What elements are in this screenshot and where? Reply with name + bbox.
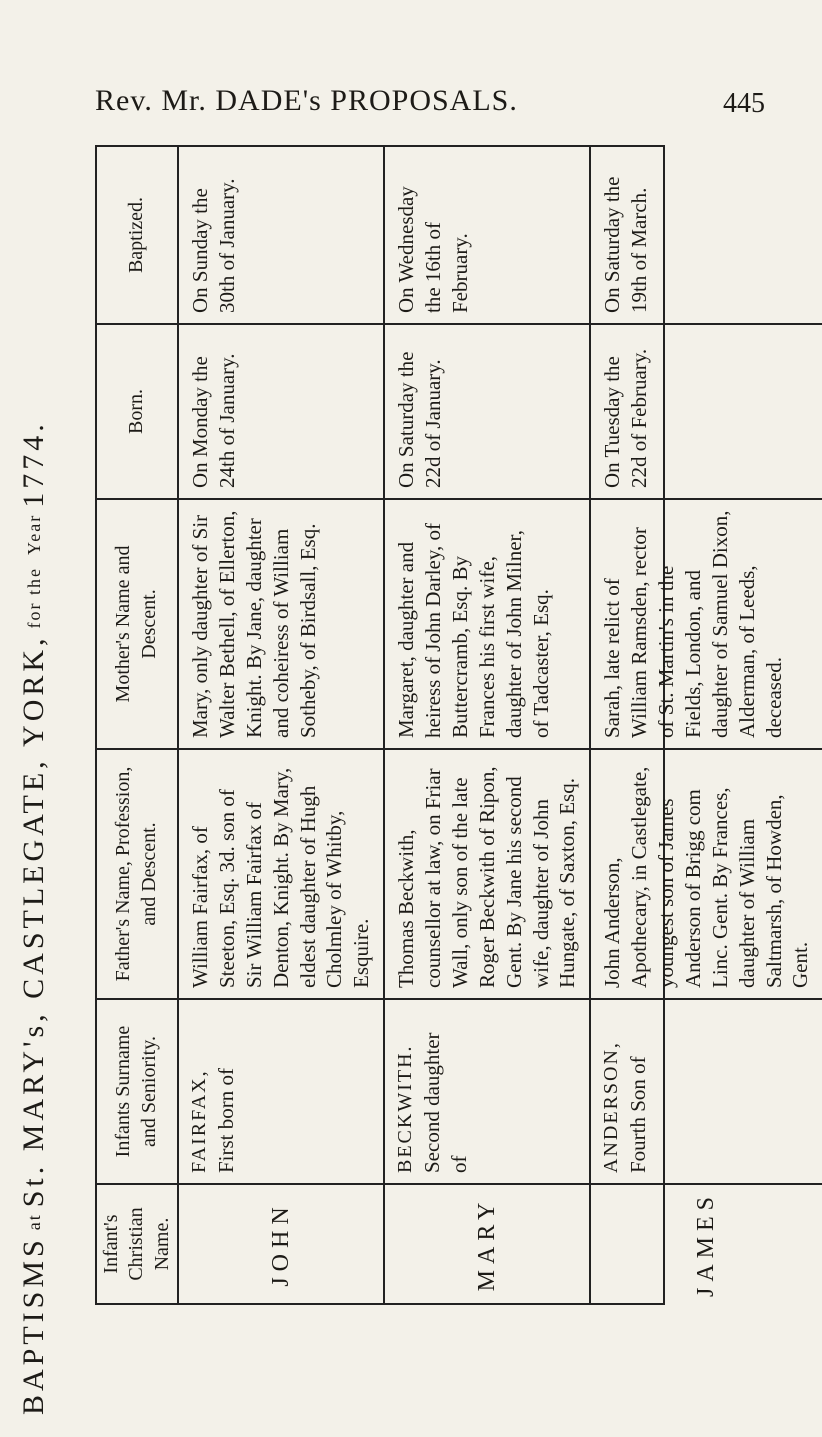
table-row — [591, 147, 822, 1303]
running-title: Rev. Mr. DADE's PROPOSALS. — [95, 84, 518, 117]
side-title-for-the: for the — [23, 566, 44, 629]
column-header: Mother's Name and Descent. — [97, 498, 177, 748]
mother-description: Sarah, late relict of William Ramsden, rector of St. Martin's in the Fields, London, and daughter of Samuel Dixon, Alderman, of Leeds, deceased. — [591, 498, 822, 748]
mother-description: Margaret, daughter and heiress of John Darley, of Buttercramb, Esq. By Frances his first wife, daughter of John Milner, of Tadcaster, Esq. — [385, 498, 589, 748]
column-header: Father's Name, Profession, and Descent. — [97, 748, 177, 998]
column-header: Infant's Christian Name. — [97, 1183, 177, 1303]
baptized-date: On Wednesday the 16th of February. — [394, 186, 472, 313]
table-header-row — [97, 147, 179, 1303]
baptized-date: On Sunday the 30th of January. — [188, 178, 239, 313]
father-description: John Anderson, Apothecary, in Castlegate, youngest son of James Anderson of Brigg com Linc. Gent. By Frances, daughter of William Saltmarsh, of Howden, Gent. — [591, 748, 822, 998]
christian-name: JOHN — [179, 1183, 383, 1303]
side-title — [6, 125, 62, 1415]
surname: FAIRFAX, — [188, 1069, 210, 1173]
surname: ANDERSON, — [600, 1041, 623, 1173]
surname: BECKWITH. — [394, 1044, 417, 1173]
born-date: On Monday the 24th of January. — [179, 323, 383, 498]
column-header: Infants Surname and Seniority. — [97, 998, 177, 1183]
side-title-part2: St. MARY's, CASTLEGATE, YORK, — [17, 634, 50, 1208]
father-description: William Fairfax, of Steeton, Esq. 3d. son of Sir William Fairfax of Denton, Knight. By Mary, eldest daughter of Hugh Cholmley of Whitby, Esquire. — [179, 748, 383, 998]
column-header: Born. — [97, 323, 177, 498]
surname-cell — [385, 998, 589, 1183]
seniority: Fourth Son of — [625, 1056, 650, 1173]
page-header — [65, 70, 775, 130]
side-title-part1: BAPTISMS — [17, 1236, 50, 1415]
born-date: On Saturday the 22d of January. — [385, 323, 589, 498]
baptized-date: On Saturday the 19th of March. — [600, 176, 652, 313]
column-header: Baptized. — [125, 196, 148, 274]
seniority: First born of — [213, 1068, 238, 1173]
side-title-at: at — [23, 1213, 44, 1231]
seniority: Second daughter of — [419, 1032, 471, 1173]
christian-name: MARY — [385, 1183, 589, 1303]
born-date: On Tuesday the 22d of February. — [591, 323, 822, 498]
mother-description: Mary, only daughter of Sir Walter Bethell, of Ellerton, Knight. By Jane, daughter and coheiress of William Sotheby, of Birdsall, Esq. — [179, 498, 383, 748]
table-row — [385, 147, 591, 1303]
table-row — [179, 147, 385, 1303]
surname-cell — [591, 998, 822, 1183]
side-title-year: 1774. — [17, 420, 50, 508]
side-title-year-word: Year — [23, 513, 44, 555]
page-number: 445 — [723, 88, 765, 119]
baptism-register-table — [95, 145, 813, 1305]
father-description: Thomas Beckwith, counsellor at law, on Friar Wall, only son of the late Roger Beckwith of Ripon, Gent. By Jane his second wife, daughter of John Hungate, of Saxton, Esq. — [385, 748, 589, 998]
christian-name: JAMES — [591, 1183, 822, 1303]
surname-cell — [179, 998, 383, 1183]
